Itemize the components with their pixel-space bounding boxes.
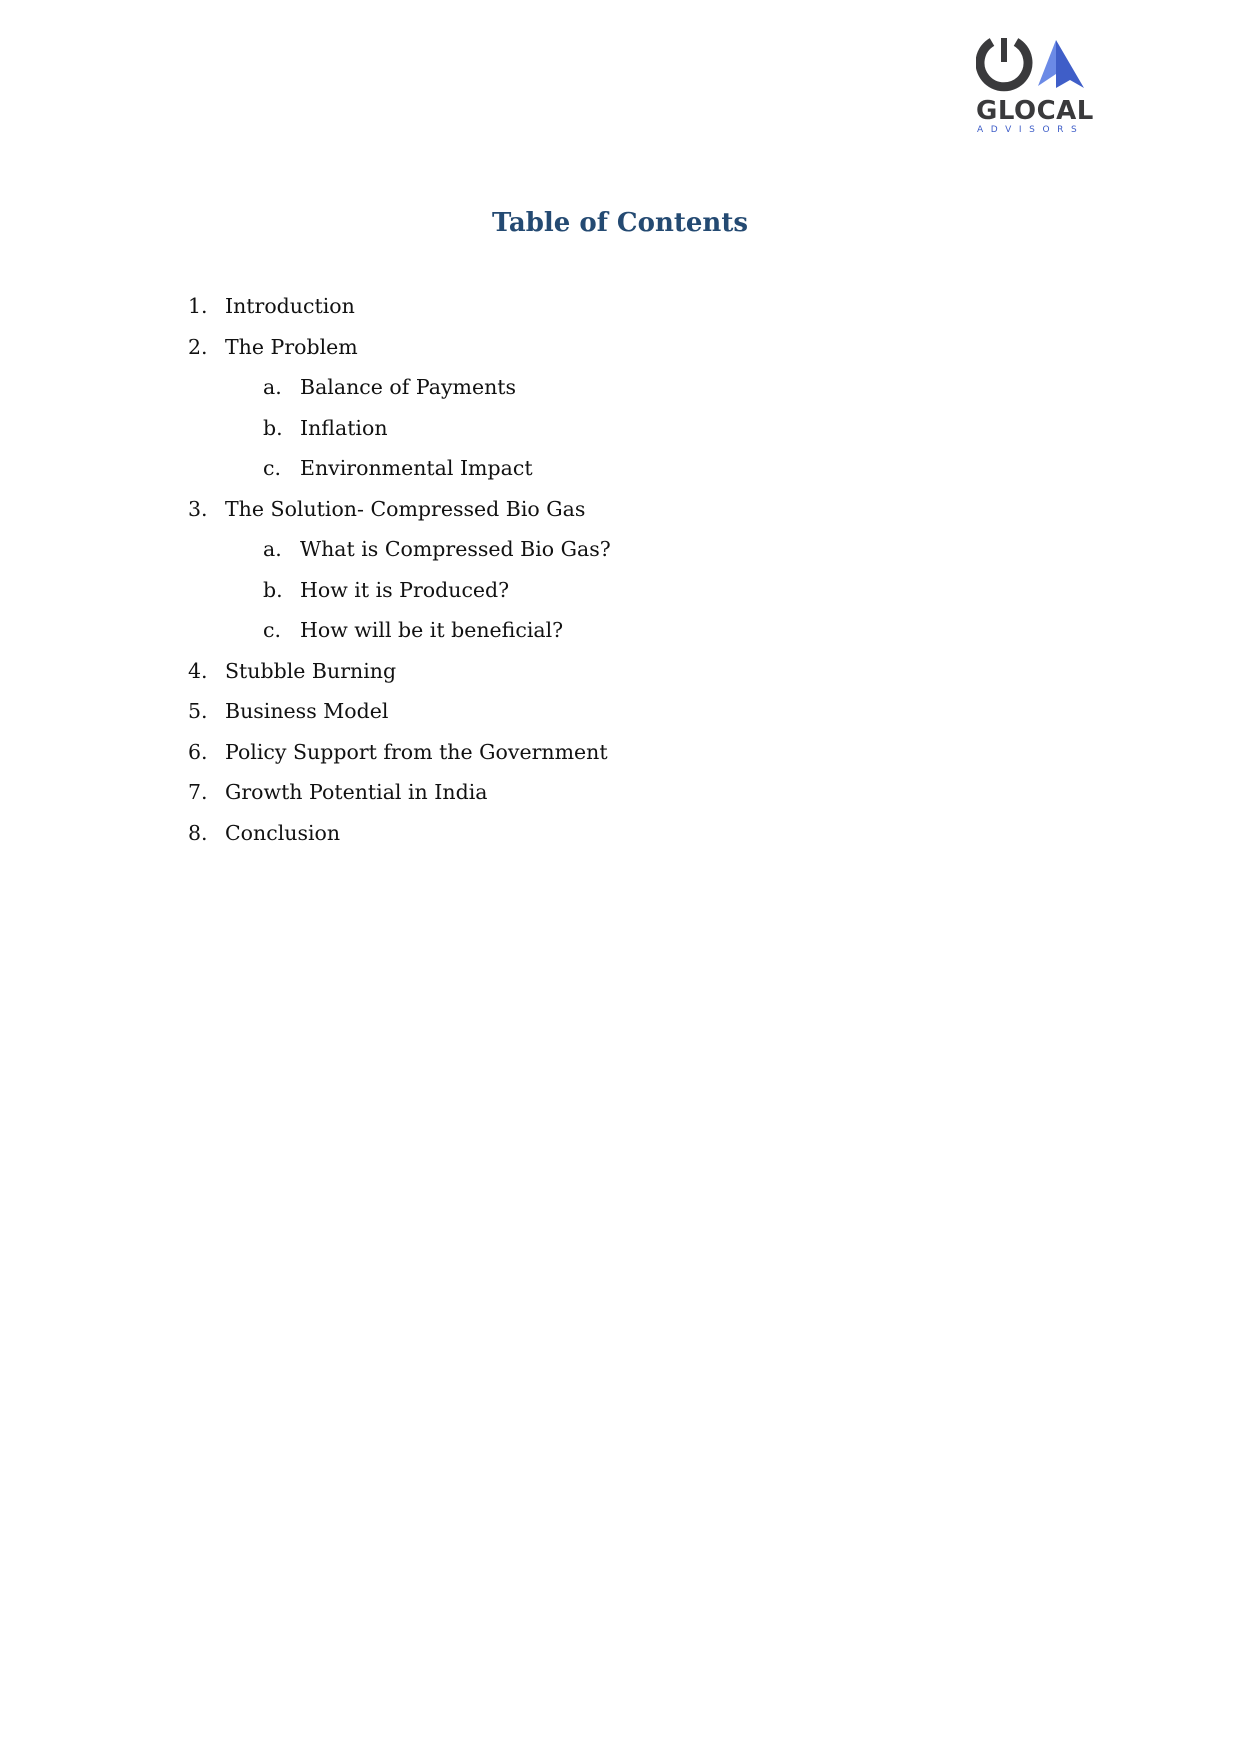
toc-item-label: How it is Produced? xyxy=(300,577,510,602)
toc-item xyxy=(0,286,1240,327)
toc-item-label: Balance of Payments xyxy=(300,375,517,399)
toc-item-number: b. xyxy=(263,415,283,440)
toc-item xyxy=(0,489,1240,530)
toc-item xyxy=(0,813,1240,854)
toc-item-label: Introduction xyxy=(225,294,355,318)
toc-item-number: c. xyxy=(263,618,281,642)
toc-item-label: The Problem xyxy=(225,334,358,359)
toc-item xyxy=(0,651,1240,692)
toc-item-label: Business Model xyxy=(225,699,389,723)
toc-subitem xyxy=(0,408,1240,449)
toc-item-label: Policy Support from the Government xyxy=(225,739,608,764)
toc-item-number: a. xyxy=(263,375,282,399)
company-logo xyxy=(976,36,1096,140)
table-of-contents xyxy=(0,286,1240,853)
toc-item-label: Environmental Impact xyxy=(300,456,533,480)
toc-item-label: The Solution- Compressed Bio Gas xyxy=(225,496,586,521)
toc-item-number: 5. xyxy=(188,699,208,723)
toc-item xyxy=(0,327,1240,368)
toc-subitem xyxy=(0,610,1240,651)
toc-item-number: c. xyxy=(263,456,281,480)
toc-item-label: Growth Potential in India xyxy=(225,780,488,804)
toc-subitem xyxy=(0,529,1240,570)
toc-item-label: How will be it beneficial? xyxy=(300,618,564,642)
toc-item-number: 2. xyxy=(188,334,208,359)
toc-subitem xyxy=(0,448,1240,489)
page-title: Table of Contents xyxy=(492,208,748,238)
toc-item xyxy=(0,732,1240,773)
toc-item-number: 3. xyxy=(188,496,208,521)
toc-item-number: 1. xyxy=(188,294,208,318)
toc-item xyxy=(0,772,1240,813)
toc-item-label: Conclusion xyxy=(225,820,341,845)
toc-item-number: b. xyxy=(263,577,283,602)
toc-item xyxy=(0,691,1240,732)
toc-subitem xyxy=(0,570,1240,611)
toc-item-label: Stubble Burning xyxy=(225,658,397,683)
toc-item-label: Inflation xyxy=(300,415,388,440)
logo-mark-icon xyxy=(976,36,1088,92)
toc-item-number: 8. xyxy=(188,820,208,845)
toc-item-label: What is Compressed Bio Gas? xyxy=(300,537,611,561)
toc-subitem xyxy=(0,367,1240,408)
toc-item-number: 4. xyxy=(188,658,208,683)
toc-item-number: a. xyxy=(263,537,282,561)
toc-item-number: 7. xyxy=(188,780,208,804)
logo-tagline: ADVISORS xyxy=(977,125,1085,135)
logo-wordmark: GLOCAL xyxy=(976,96,1094,126)
toc-item-number: 6. xyxy=(188,739,208,764)
